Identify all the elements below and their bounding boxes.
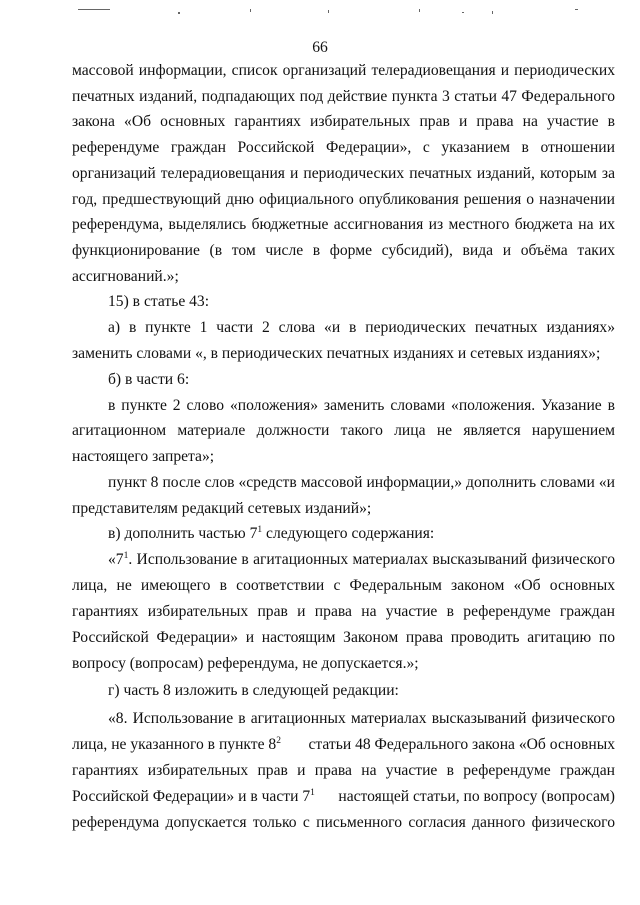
list-item-heading: в) дополнить частью $7^1$ следующего содержания: <box>108 524 435 542</box>
text-line: лица, не имеющего в соответствии с Федеральным законом «Об основных <box>72 577 615 594</box>
text-line: ассигнований.»; <box>72 268 179 285</box>
list-item-heading: б) в части 6: <box>108 371 190 388</box>
text-line: агитационном материале должности такого лица не является нарушением <box>72 422 615 439</box>
text-line: Российской Федерации» и настоящим Законом права проводить агитацию по <box>72 629 615 646</box>
text-line: организаций телерадиовещания и периодических печатных изданий, которым за <box>72 165 615 182</box>
scan-artifact <box>462 12 464 13</box>
text-line: вопросу (вопросам) референдума, не допускается.»; <box>72 655 419 672</box>
superscript: 1 <box>123 550 129 561</box>
scan-artifact <box>78 9 110 10</box>
text-line: настоящего запрета»; <box>72 448 215 465</box>
scan-artifact <box>250 9 251 12</box>
text-line: пункт 8 после слов «средств массовой информации,» дополнить словами «и <box>108 474 615 491</box>
text-line: печатных изданий, подпадающих под действие пункта 3 статьи 47 Федерального <box>72 88 615 105</box>
scan-artifact <box>575 9 578 10</box>
text-line: лица, не указанного в пункте $8^2$ статьи 48 Федерального закона «Об основных <box>72 735 615 753</box>
text-line: гарантиях избирательных прав и права на участие в референдуме граждан <box>72 762 615 779</box>
text-line: функционирование (в том числе в форме субсидий), вида и объёма таких <box>72 242 615 259</box>
text-line: референдума допускается только с письменного согласия данного физического <box>72 814 615 831</box>
text-line: в пункте 2 слово «положения» заменить словами «положения. Указание в <box>108 397 615 414</box>
superscript: 1 <box>257 524 263 535</box>
text-line: референдуме граждан Российской Федерации», с указанием в отношении <box>72 139 615 156</box>
text-line: массовой информации, список организаций телерадиовещания и периодических <box>72 62 615 79</box>
text-line: заменить словами «, в периодических печатных изданиях и сетевых изданиях»; <box>72 345 601 362</box>
text-line: «$7^1$. Использование в агитационных материалах высказываний физического <box>108 550 615 568</box>
page-number: 66 <box>312 39 328 56</box>
list-item-heading: 15) в статье 43: <box>108 293 210 310</box>
scan-artifact <box>419 9 420 12</box>
text-line: «8. Использование в агитационных материалах высказываний физического <box>108 710 615 727</box>
text-line: а) в пункте 1 части 2 слова «и в периодических печатных изданиях» <box>108 319 615 336</box>
list-item-heading: г) часть 8 изложить в следующей редакции: <box>108 682 399 699</box>
text-line: закона «Об основных гарантиях избирательных прав и права на участие в <box>72 113 615 130</box>
scan-artifact <box>328 10 329 13</box>
text-line: год, предшествующий дню официального опубликования решения о назначении <box>72 191 615 208</box>
text-line: Российской Федерации» и в части $7^1$ настоящей статьи, по вопросу (вопросам) <box>72 787 615 805</box>
superscript: 1 <box>310 787 315 798</box>
superscript: 2 <box>276 735 281 746</box>
text-line: референдума, выделялись бюджетные ассигнования из местного бюджета на их <box>72 216 615 233</box>
scan-artifact <box>178 12 180 14</box>
text-line: гарантиях избирательных прав и права на участие в референдуме граждан <box>72 603 615 620</box>
scan-artifact <box>492 11 493 14</box>
text-line: представителям редакций сетевых изданий»; <box>72 500 372 517</box>
